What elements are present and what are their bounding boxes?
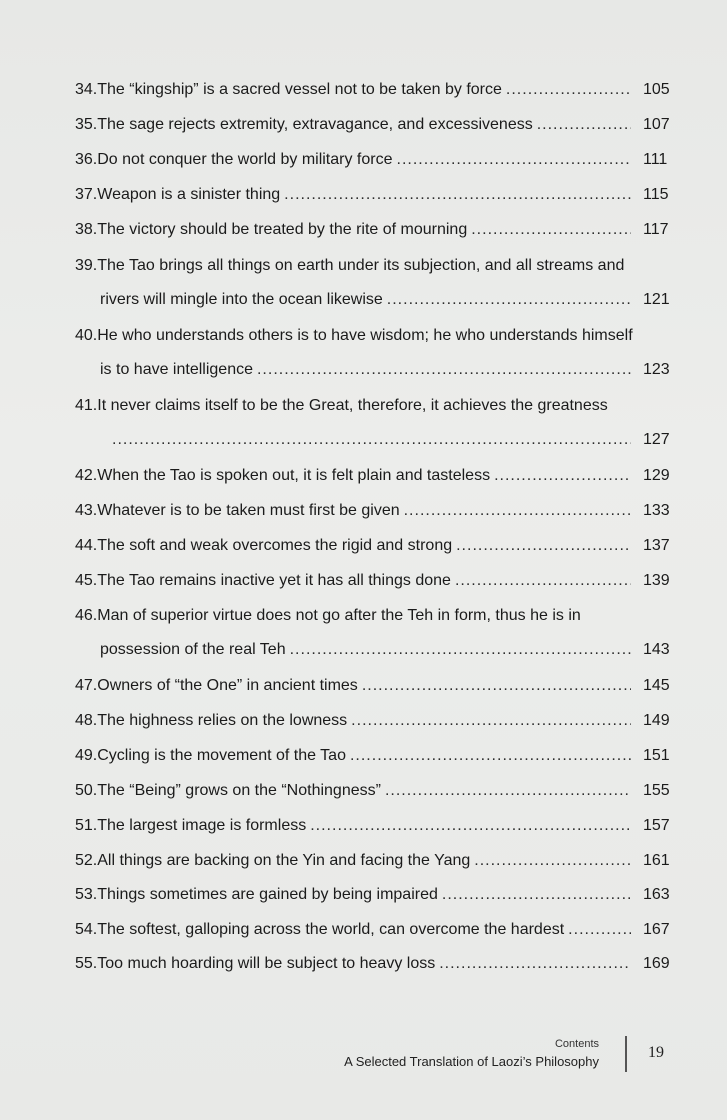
entry-title: The victory should be treated by the rite of mourning bbox=[97, 221, 468, 238]
footer-book-title: A Selected Translation of Laozi’s Philosophy bbox=[344, 1054, 599, 1069]
entry-number: 43. bbox=[75, 502, 98, 519]
leader-dots bbox=[387, 290, 631, 310]
entry-number: 36. bbox=[75, 151, 98, 168]
entry-title-line1: The Tao brings all things on earth under its subjection, and all streams and bbox=[97, 257, 625, 274]
toc-entry-52 bbox=[75, 851, 685, 871]
entry-number: 42. bbox=[75, 467, 98, 484]
leader-dots bbox=[385, 781, 631, 801]
toc-entry-48 bbox=[75, 711, 685, 731]
entry-title: Whatever is to be taken must first be given bbox=[97, 502, 400, 519]
entry-page-number: 121 bbox=[643, 291, 670, 308]
toc-entry-46 bbox=[75, 606, 685, 660]
entry-title: The highness relies on the lowness bbox=[97, 712, 348, 729]
toc-entry-54 bbox=[75, 920, 685, 940]
entry-title: Cycling is the movement of the Tao bbox=[97, 747, 346, 764]
toc-entry-47 bbox=[75, 676, 685, 696]
entry-title: The sage rejects extremity, extravagance, and excessiveness bbox=[97, 116, 533, 133]
entry-page-number: 107 bbox=[643, 116, 670, 133]
entry-page-number: 111 bbox=[643, 151, 668, 168]
entry-number: 44. bbox=[75, 537, 98, 554]
leader-dots bbox=[456, 536, 631, 556]
toc-entry-42 bbox=[75, 466, 685, 486]
entry-number: 40. bbox=[75, 327, 98, 344]
entry-title: Weapon is a sinister thing bbox=[97, 186, 281, 203]
toc-entry-41 bbox=[75, 396, 685, 450]
entry-title: The “kingship” is a sacred vessel not to be taken by force bbox=[97, 81, 502, 98]
toc-entry-39 bbox=[75, 256, 685, 310]
leader-dots bbox=[290, 640, 631, 660]
page-footer bbox=[0, 1030, 727, 1080]
entry-number: 34. bbox=[75, 81, 98, 98]
entry-page-number: 145 bbox=[643, 677, 670, 694]
entry-number: 45. bbox=[75, 572, 98, 589]
entry-number: 55. bbox=[75, 955, 98, 972]
toc-entry-35 bbox=[75, 115, 685, 135]
leader-dots bbox=[404, 501, 631, 521]
entry-page-number: 105 bbox=[643, 81, 670, 98]
leader-dots bbox=[351, 711, 631, 731]
entry-page-number: 139 bbox=[643, 572, 670, 589]
leader-dots bbox=[284, 185, 631, 205]
entry-title: The Tao remains inactive yet it has all things done bbox=[97, 572, 451, 589]
footer-divider bbox=[625, 1036, 627, 1072]
entry-page-number: 133 bbox=[643, 502, 670, 519]
toc-entry-51 bbox=[75, 816, 685, 836]
entry-page-number: 123 bbox=[643, 361, 670, 378]
entry-page-number: 115 bbox=[643, 186, 669, 203]
entry-number: 38. bbox=[75, 221, 98, 238]
entry-page-number: 161 bbox=[643, 852, 670, 869]
toc-entry-44 bbox=[75, 536, 685, 556]
leader-dots bbox=[439, 954, 631, 974]
entry-title-line1: It never claims itself to be the Great, therefore, it achieves the greatness bbox=[97, 397, 608, 414]
leader-dots bbox=[397, 150, 632, 170]
leader-dots bbox=[474, 851, 631, 871]
entry-page-number: 149 bbox=[643, 712, 670, 729]
entry-title: The softest, galloping across the world, can overcome the hardest bbox=[97, 921, 565, 938]
entry-page-number: 127 bbox=[643, 431, 670, 448]
entry-number: 53. bbox=[75, 886, 98, 903]
leader-dots bbox=[257, 360, 631, 380]
leader-dots bbox=[112, 430, 631, 450]
entry-number: 48. bbox=[75, 712, 98, 729]
footer-page-number: 19 bbox=[648, 1044, 664, 1061]
toc-entry-34 bbox=[75, 80, 685, 100]
toc-entry-50 bbox=[75, 781, 685, 801]
entry-page-number: 151 bbox=[643, 747, 670, 764]
entry-number: 51. bbox=[75, 817, 98, 834]
leader-dots bbox=[471, 220, 631, 240]
leader-dots bbox=[442, 885, 631, 905]
entry-title: The soft and weak overcomes the rigid and strong bbox=[97, 537, 453, 554]
toc-entry-49 bbox=[75, 746, 685, 766]
entry-title-line2: possession of the real Teh bbox=[100, 641, 286, 658]
entry-number: 54. bbox=[75, 921, 98, 938]
leader-dots bbox=[455, 571, 631, 591]
footer-section-label: Contents bbox=[554, 1038, 599, 1050]
entry-page-number: 155 bbox=[643, 782, 670, 799]
entry-page-number: 143 bbox=[643, 641, 670, 658]
entry-title: The largest image is formless bbox=[97, 817, 307, 834]
toc-entry-43 bbox=[75, 501, 685, 521]
toc-entry-36 bbox=[75, 150, 685, 170]
leader-dots bbox=[537, 115, 631, 135]
toc-entry-53 bbox=[75, 885, 685, 905]
entry-title-line2: rivers will mingle into the ocean likewise bbox=[100, 291, 383, 308]
leader-dots bbox=[568, 920, 631, 940]
entry-number: 52. bbox=[75, 852, 98, 869]
leader-dots bbox=[506, 80, 631, 100]
toc-entry-37 bbox=[75, 185, 685, 205]
entry-number: 46. bbox=[75, 607, 98, 624]
entry-page-number: 129 bbox=[643, 467, 670, 484]
entry-title: When the Tao is spoken out, it is felt plain and tasteless bbox=[97, 467, 491, 484]
toc-entry-45 bbox=[75, 571, 685, 591]
entry-title: Too much hoarding will be subject to heavy loss bbox=[97, 955, 436, 972]
entry-title-line2: is to have intelligence bbox=[100, 361, 253, 378]
entry-page-number: 163 bbox=[643, 886, 670, 903]
entry-number: 39. bbox=[75, 257, 98, 274]
entry-number: 37. bbox=[75, 186, 98, 203]
entry-title-line1: He who understands others is to have wisdom; he who understands himself bbox=[97, 327, 633, 344]
entry-number: 47. bbox=[75, 677, 98, 694]
entry-number: 49. bbox=[75, 747, 98, 764]
entry-title: The “Being” grows on the “Nothingness” bbox=[97, 782, 381, 799]
entry-page-number: 167 bbox=[643, 921, 670, 938]
entry-title: Do not conquer the world by military force bbox=[97, 151, 393, 168]
toc-entry-40 bbox=[75, 326, 685, 380]
entry-title-line1: Man of superior virtue does not go after the Teh in form, thus he is in bbox=[97, 607, 581, 624]
entry-page-number: 157 bbox=[643, 817, 670, 834]
entry-number: 50. bbox=[75, 782, 98, 799]
entry-title: Things sometimes are gained by being impaired bbox=[97, 886, 438, 903]
leader-dots bbox=[350, 746, 631, 766]
entry-page-number: 117 bbox=[643, 221, 669, 238]
leader-dots bbox=[362, 676, 631, 696]
entry-page-number: 137 bbox=[643, 537, 670, 554]
entry-title: All things are backing on the Yin and facing the Yang bbox=[97, 852, 471, 869]
entry-number: 35. bbox=[75, 116, 98, 133]
entry-page-number: 169 bbox=[643, 955, 670, 972]
entry-title: Owners of “the One” in ancient times bbox=[97, 677, 358, 694]
entry-number: 41. bbox=[75, 397, 98, 414]
toc-entry-38 bbox=[75, 220, 685, 240]
leader-dots bbox=[310, 816, 631, 836]
leader-dots bbox=[494, 466, 631, 486]
toc-entry-55 bbox=[75, 954, 685, 974]
